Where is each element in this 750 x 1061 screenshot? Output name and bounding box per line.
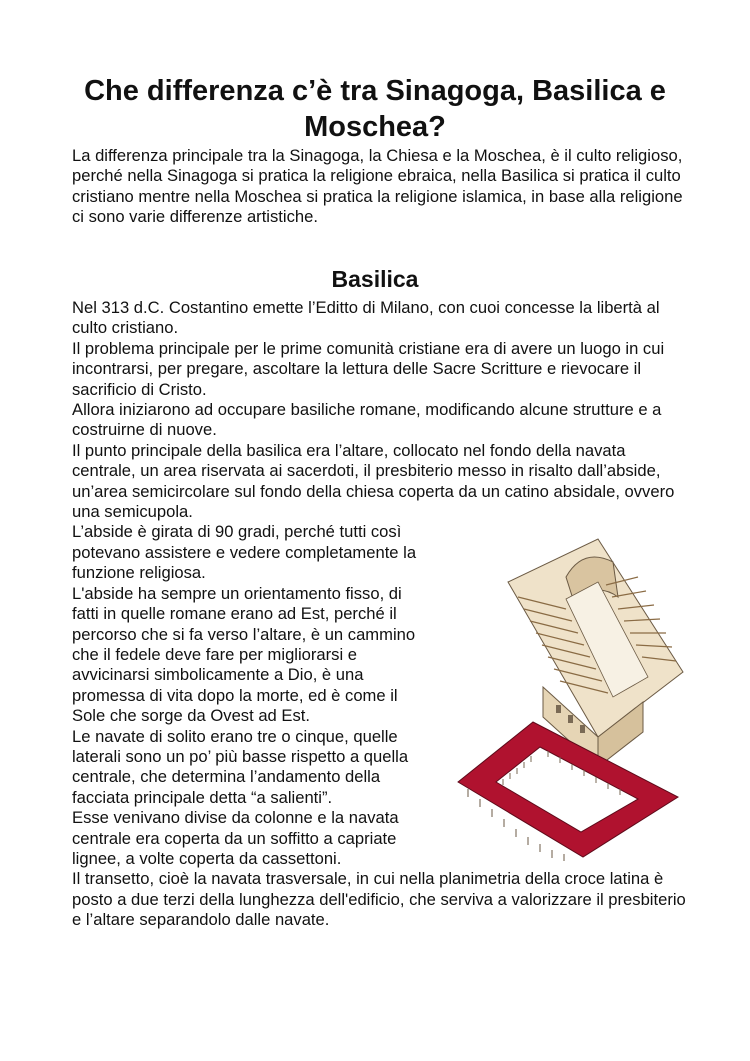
paragraph-comunita: Il problema principale per le prime comunità cristiane era di avere un luogo in cui incontrarsi, per pregare, ascoltare la lettura delle Sacre Scritture e rievocare il sacrificio di Cristo. — [72, 338, 665, 399]
narrow-column — [72, 522, 432, 869]
intro-text: La differenza principale tra la Sinagoga, la Chiesa e la Moschea, è il culto religioso, perché nella Sinagoga si pratica la religione ebraica, nella Basilica si pratica il culto cristiano mentre nella Moschea si pratica la religione islamica, in base alla religione ci sono varie differenze artistiche. — [72, 146, 683, 227]
paragraph-abside-girata: L’abside è girata di 90 gradi, perché tutti così potevano assistere e vedere completamente la funzione religiosa. — [72, 522, 417, 583]
paragraph-colonne: Esse venivano divise da colonne e la navata centrale era coperta da un soffitto a capriate lignee, a volte coperta da cassettoni. — [72, 808, 399, 868]
paragraph-altare: Il punto principale della basilica era l’altare, collocato nel fondo della navata centrale, un area riservata ai sacerdoti, il presbiterio messo in risalto dall’abside, un’area semicircolare sul fondo della chiesa coperta da un catino absidale, ovvero una semicupola. — [72, 440, 675, 522]
paragraph-navate: Le navate di solito erano tre o cinque, quelle laterali sono un po’ più basse rispetto a quella centrale, che determina l’andamento della facciata principale detta “a salienti”. — [72, 726, 409, 807]
paragraph-transetto: Il transetto, cioè la navata trasversale, in cui nella planimetria della croce latina è posto a due terzi della lunghezza dell'edificio, che serviva a valorizzare il presbiterio e l’altare separandolo dalle navate. — [72, 869, 686, 930]
section-title-basilica: Basilica — [331, 266, 419, 292]
paragraph-editto: Nel 313 d.C. Costantino emette l’Editto di Milano, con cuoi concesse la libertà al culto cristiano. — [72, 298, 660, 338]
paragraph-orientamento: L'abside ha sempre un orientamento fisso, di fatti in quelle romane erano ad Est, perché il percorso che si fa verso l’altare, è un cammino che il fedele deve fare per migliorarsi e avvicinarsi simbolicamente a Dio, è una promessa di vita dopo la morte, ed è come il Sole che sorge da Ovest ad Est. — [72, 583, 416, 726]
intro-paragraph — [72, 146, 692, 228]
basilica-illustration — [448, 537, 693, 862]
page-title: Che differenza c’è tra Sinagoga, Basilica e Moschea? — [84, 75, 666, 143]
paragraph-basiliche-romane: Allora iniziarono ad occupare basiliche romane, modificando alcune strutture e a costruirne di nuove. — [72, 400, 662, 440]
